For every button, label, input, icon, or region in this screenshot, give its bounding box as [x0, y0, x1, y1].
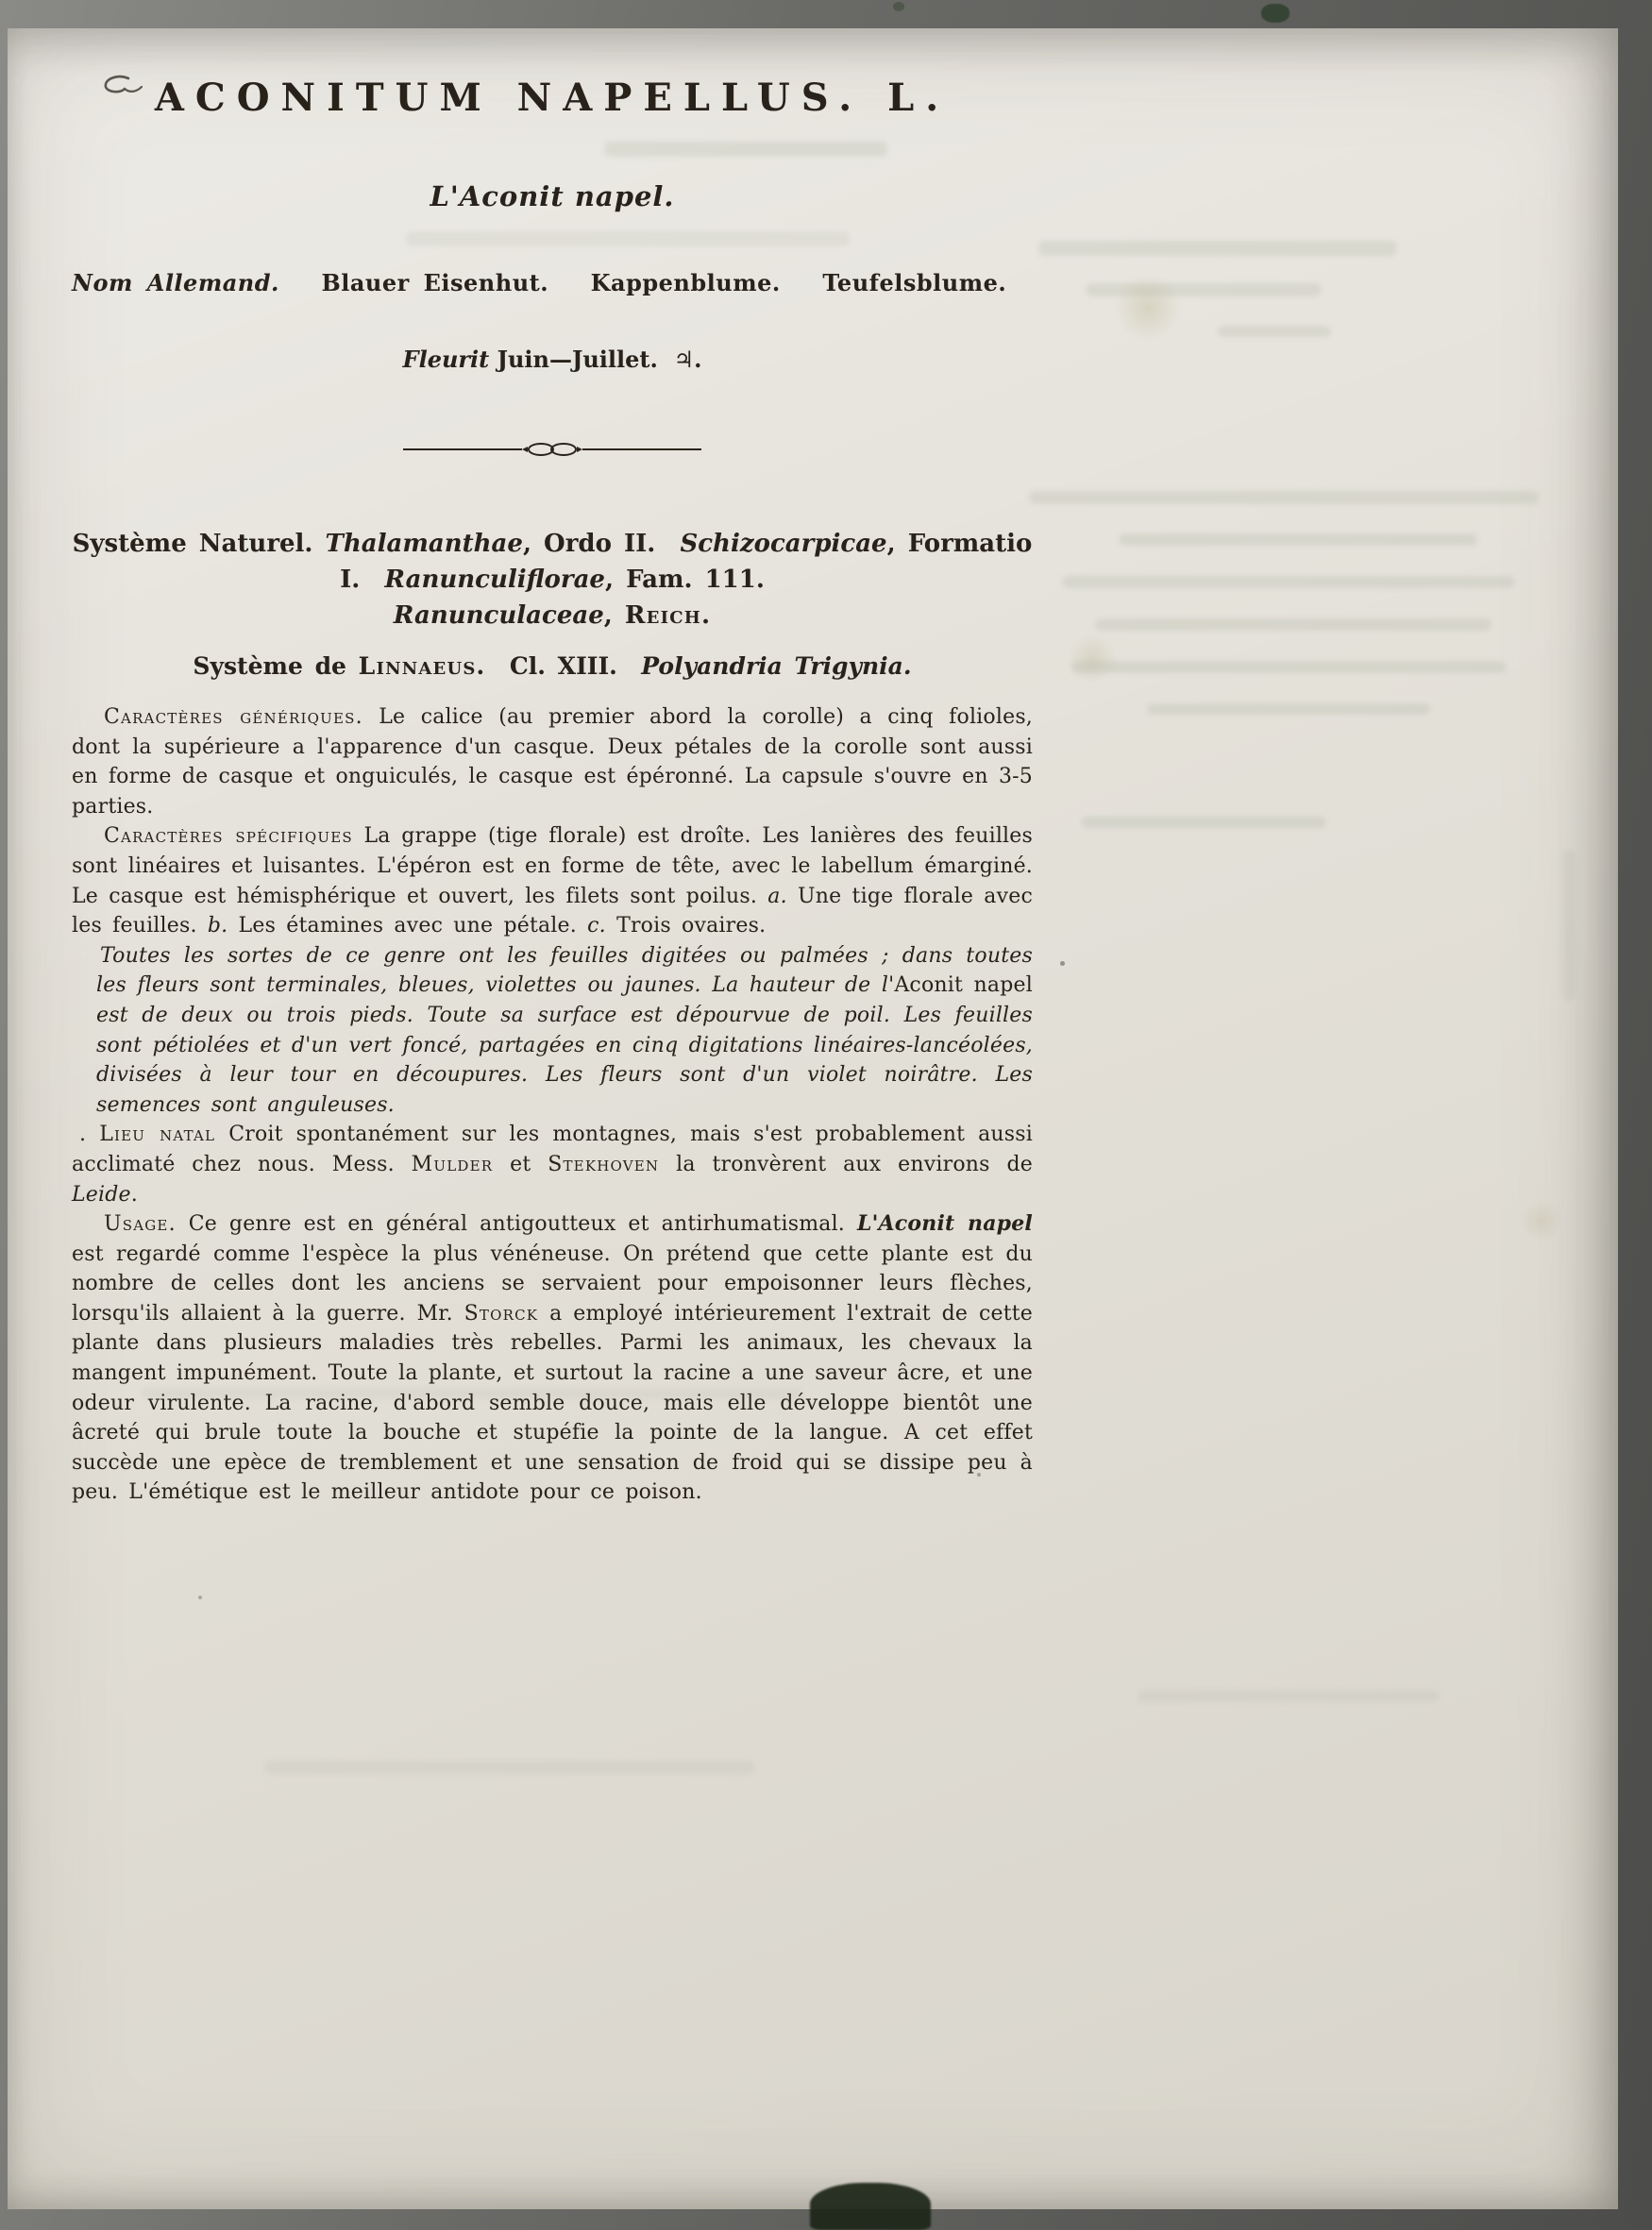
bleed-through-mark: [1081, 817, 1326, 828]
text-run: L'Aconit napel: [856, 1211, 1033, 1237]
text-run: Fleurit: [402, 346, 490, 373]
text-run: Linnaeus.: [358, 652, 486, 680]
text-run: [781, 269, 823, 296]
text-run: Teufelsblume.: [822, 269, 1007, 296]
text-run: Usage.: [104, 1212, 177, 1237]
text-run: Caractères génériques.: [104, 705, 363, 729]
text-run: Nom Allemand.: [72, 269, 279, 296]
paragraph: [72, 1120, 1033, 1209]
flowering-period-line: [72, 346, 1033, 373]
paragraph: [72, 702, 1033, 821]
text-run: a employé intérieurement l'extrait de cette plante dans plusieurs maladies très rebelles. Parmi les animaux, les chevaux la mangent impunément. Toute la plante, et surtout la racine a une saveur âcre, et une odeur virulente. La racine, d'abord semble douce, mais elle développe bientôt une âcreté qui brule toute la bouche et stupéfie la pointe de la langue. A cet effet succède une epèce de tremblement et une sensation de froid qui se dissipe peu à peu. L'émétique est le meilleur antidote pour ce poison.: [72, 1301, 1033, 1505]
text-run: , Formatio I.: [340, 530, 1045, 594]
text-run: La grappe (tige florale) est droîte. Les lanières des feuilles sont linéaires et luisantes. L'épéron est en forme de tête, avec le labellum émarginé. Le casque est hémisphérique et ouvert, les filets sont poilus.: [72, 824, 1033, 908]
text-run: Les étamines avec une pétale.: [228, 914, 588, 938]
text-run: [548, 269, 591, 296]
bleed-through-mark: [1119, 533, 1477, 546]
text-run: et: [493, 1152, 548, 1176]
text-run: Croit spontanément sur les montagnes, mais s'est probablement aussi acclimaté chez nous. Mess.: [72, 1123, 1034, 1176]
divider-ornament-icon: [401, 441, 703, 458]
bleed-through-mark: [1029, 491, 1539, 504]
bleed-through-mark: [1038, 241, 1397, 256]
text-run: Caractères spécifiques: [104, 824, 353, 849]
text-run: Le calice (au premier abord la corolle) a cinq folioles, dont la supérieure a l'apparence d'un casque. Deux pétales de la corolle sont aussi en forme de casque et onguiculés, le casque est épéronné. La capsule s'ouvre en 3-5 parties.: [72, 705, 1033, 819]
bleed-through-mark: [604, 142, 887, 157]
text-column: [72, 51, 1045, 1508]
text-run: Blauer Eisenhut.: [321, 269, 549, 296]
text-run: Mulder: [411, 1152, 494, 1176]
handwritten-mark-icon: [98, 72, 143, 98]
text-run: Reich.: [624, 601, 712, 630]
text-run: .: [79, 1123, 100, 1147]
ink-mark: [893, 2, 904, 11]
bleed-through-mark: [1138, 1690, 1440, 1702]
bleed-through-mark: [1147, 703, 1430, 715]
text-run: Kappenblume.: [590, 269, 781, 296]
text-run: Aconit napel: [894, 973, 1033, 998]
bottom-ink-blob: [810, 2183, 931, 2230]
bleed-through-mark: [1218, 326, 1331, 337]
text-run: Toutes les sortes de ce genre ont les feuilles digitées ou palmées ; dans toutes les fleurs sont terminales, bleues, violettes ou jaunes. La hauteur de l': [96, 943, 1033, 998]
text-run: Juin—Juillet.: [489, 346, 674, 373]
bleed-through-mark: [1062, 576, 1515, 588]
text-run: , Ordo II.: [522, 530, 681, 558]
paper-speck: [977, 1473, 981, 1477]
bleed-through-mark: [1071, 661, 1506, 673]
natural-system-line2: [72, 598, 1033, 634]
bleed-through-mark: [142, 1388, 802, 1399]
text-run: Cl. XIII.: [485, 652, 642, 680]
page-title: ACONITUM NAPELLUS. L.: [154, 76, 951, 120]
text-run: Ranunculiflorae: [384, 566, 605, 594]
text-run: Storck: [464, 1301, 539, 1326]
paper-stain: [1114, 274, 1182, 342]
page-subtitle: L'Aconit napel.: [430, 180, 675, 212]
text-run: .: [130, 1182, 138, 1207]
bleed-through-mark: [1095, 618, 1492, 631]
text-run: Ce genre est en général antigoutteux et antirhumatismal.: [176, 1212, 857, 1237]
bleed-through-mark: [406, 231, 850, 246]
paper-stain: [1067, 633, 1118, 684]
bleed-through-mark: [264, 1761, 755, 1774]
text-run: b.: [207, 914, 228, 938]
ink-mark: [1261, 4, 1290, 23]
text-run: Polyandria Trigynia.: [641, 652, 912, 680]
text-run: Système Naturel.: [72, 530, 326, 558]
paper-speck: [198, 1596, 202, 1599]
paper-stain: [1520, 1199, 1563, 1242]
linnaeus-system-line: [72, 652, 1033, 680]
text-run: Lieu natal: [99, 1123, 216, 1147]
paragraph: [72, 1209, 1033, 1508]
text-run: Une tige florale avec les feuilles.: [72, 884, 1033, 938]
paragraph: [72, 941, 1033, 1121]
text-run: Stekhoven: [548, 1152, 660, 1176]
text-run: Système de: [193, 652, 359, 680]
bleed-through-mark: [1562, 850, 1576, 1001]
text-run: c.: [587, 914, 606, 938]
german-names-line: [72, 269, 1033, 296]
text-run: Trois ovaires.: [605, 914, 767, 938]
paper-speck: [1060, 961, 1065, 966]
text-run: est de deux ou trois pieds. Toute sa surface est dépourvue de poil. Les feuilles sont pétiolées et d'un vert foncé, partagées en cinq digitations linéaires-lancéolées, divisées à leur tour en découpures. Les fleurs sont d'un violet noirâtre. Les semences sont anguleuses.: [96, 1003, 1033, 1117]
text-run: , Fam. 111.: [604, 566, 765, 594]
text-run: Thalamanthae: [325, 530, 523, 558]
text-run: Ranunculaceae: [393, 601, 604, 630]
text-run: est regardé comme l'espèce la plus vénéneuse. On prétend que cette plante est du nombre de celles dont les anciens se servaient pour empoisonner leurs flèches, lorsqu'ils allaient à la guerre. Mr.: [72, 1242, 1033, 1326]
natural-system-line1: [72, 526, 1045, 598]
text-run: Leide: [72, 1182, 131, 1207]
book-page: [8, 28, 1618, 2209]
text-run: [279, 269, 322, 296]
text-run: Schizocarpicae: [680, 530, 887, 558]
text-run: ,: [603, 601, 625, 630]
text-run: ♃.: [673, 346, 702, 373]
text-run: a.: [767, 884, 787, 908]
paragraph: [72, 821, 1033, 940]
text-run: la tronvèrent aux environs de: [659, 1152, 1033, 1176]
